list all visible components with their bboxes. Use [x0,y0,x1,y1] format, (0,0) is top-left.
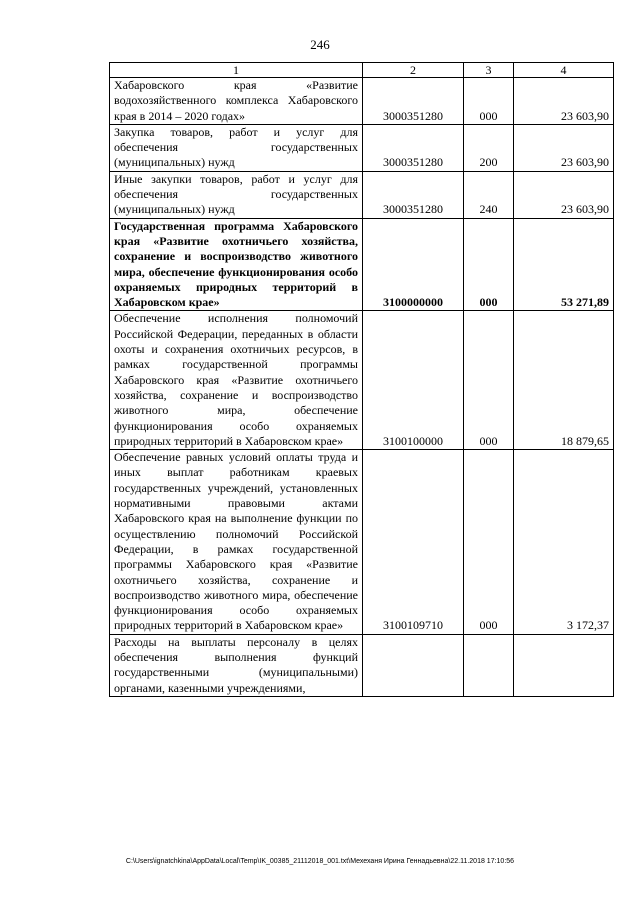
row-name: Расходы на выплаты персоналу в целях обеспечения выполнения функций государственными (муниципальными) органами, казенными учреждениями, [110,634,363,696]
budget-table [109,62,614,697]
table-row [110,311,614,450]
row-type: 200 [464,124,514,171]
row-code: 3000351280 [363,124,464,171]
row-name: Закупка товаров, работ и услуг для обеспечения государственных (муниципальных) нужд [110,124,363,171]
row-name: Государственная программа Хабаровского края «Развитие охотничьего хозяйства, сохранение и воспроизводство животного мира, обеспечение функционирования особо охраняемых природных территорий в Хабаровском крае» [110,218,363,311]
column-header-1: 1 [110,63,363,78]
row-amount: 23 603,90 [514,171,614,218]
row-amount [514,634,614,696]
row-amount: 23 603,90 [514,78,614,125]
row-code [363,634,464,696]
table-row [110,450,614,635]
column-header-4: 4 [514,63,614,78]
table-header-row [110,63,614,78]
file-path-footer: C:\Users\ignatchkina\AppData\Local\Temp\IK_00385_21112018_001.txt\Мехеханя Ирина Геннадьевна\22.11.2018 17:10:56 [125,858,515,865]
table-row [110,78,614,125]
row-code: 3000351280 [363,171,464,218]
row-name: Обеспечение равных условий оплаты труда и иных выплат работникам краевых государственных учреждений, установленных нормативными правовыми актами Хабаровского края на выполнение функции по осуществлению полномочий Российской Федерации, в рамках государственной программы Хабаровского края «Развитие охотничьего хозяйства, сохранение и воспроизводство животного мира, обеспечение функционирования особо охраняемых природных территорий в Хабаровском крае» [110,450,363,635]
row-amount: 23 603,90 [514,124,614,171]
table-row [110,171,614,218]
row-name: Хабаровского края «Развитие водохозяйственного комплекса Хабаровского края в 2014 – 2020 годах» [110,78,363,125]
row-type: 000 [464,78,514,125]
row-amount: 18 879,65 [514,311,614,450]
row-amount: 3 172,37 [514,450,614,635]
column-header-3: 3 [464,63,514,78]
row-type: 000 [464,450,514,635]
row-amount: 53 271,89 [514,218,614,311]
table-row-program [110,218,614,311]
row-name: Обеспечение исполнения полномочий Российской Федерации, переданных в области охоты и сохранения охотничьих ресурсов, в рамках государственной программы Хабаровского края «Развитие охотничьего хозяйства, сохранение и воспроизводство животного мира, обеспечение функционирования особо охраняемых природных территорий в Хабаровском крае» [110,311,363,450]
table-row-continued [110,634,614,696]
row-code: 3000351280 [363,78,464,125]
row-type: 000 [464,218,514,311]
row-name: Иные закупки товаров, работ и услуг для обеспечения государственных (муниципальных) нужд [110,171,363,218]
column-header-2: 2 [363,63,464,78]
row-type [464,634,514,696]
row-code: 3100100000 [363,311,464,450]
row-code: 3100000000 [363,218,464,311]
page-number: 246 [310,37,330,52]
row-type: 240 [464,171,514,218]
table-row [110,124,614,171]
row-code: 3100109710 [363,450,464,635]
row-type: 000 [464,311,514,450]
